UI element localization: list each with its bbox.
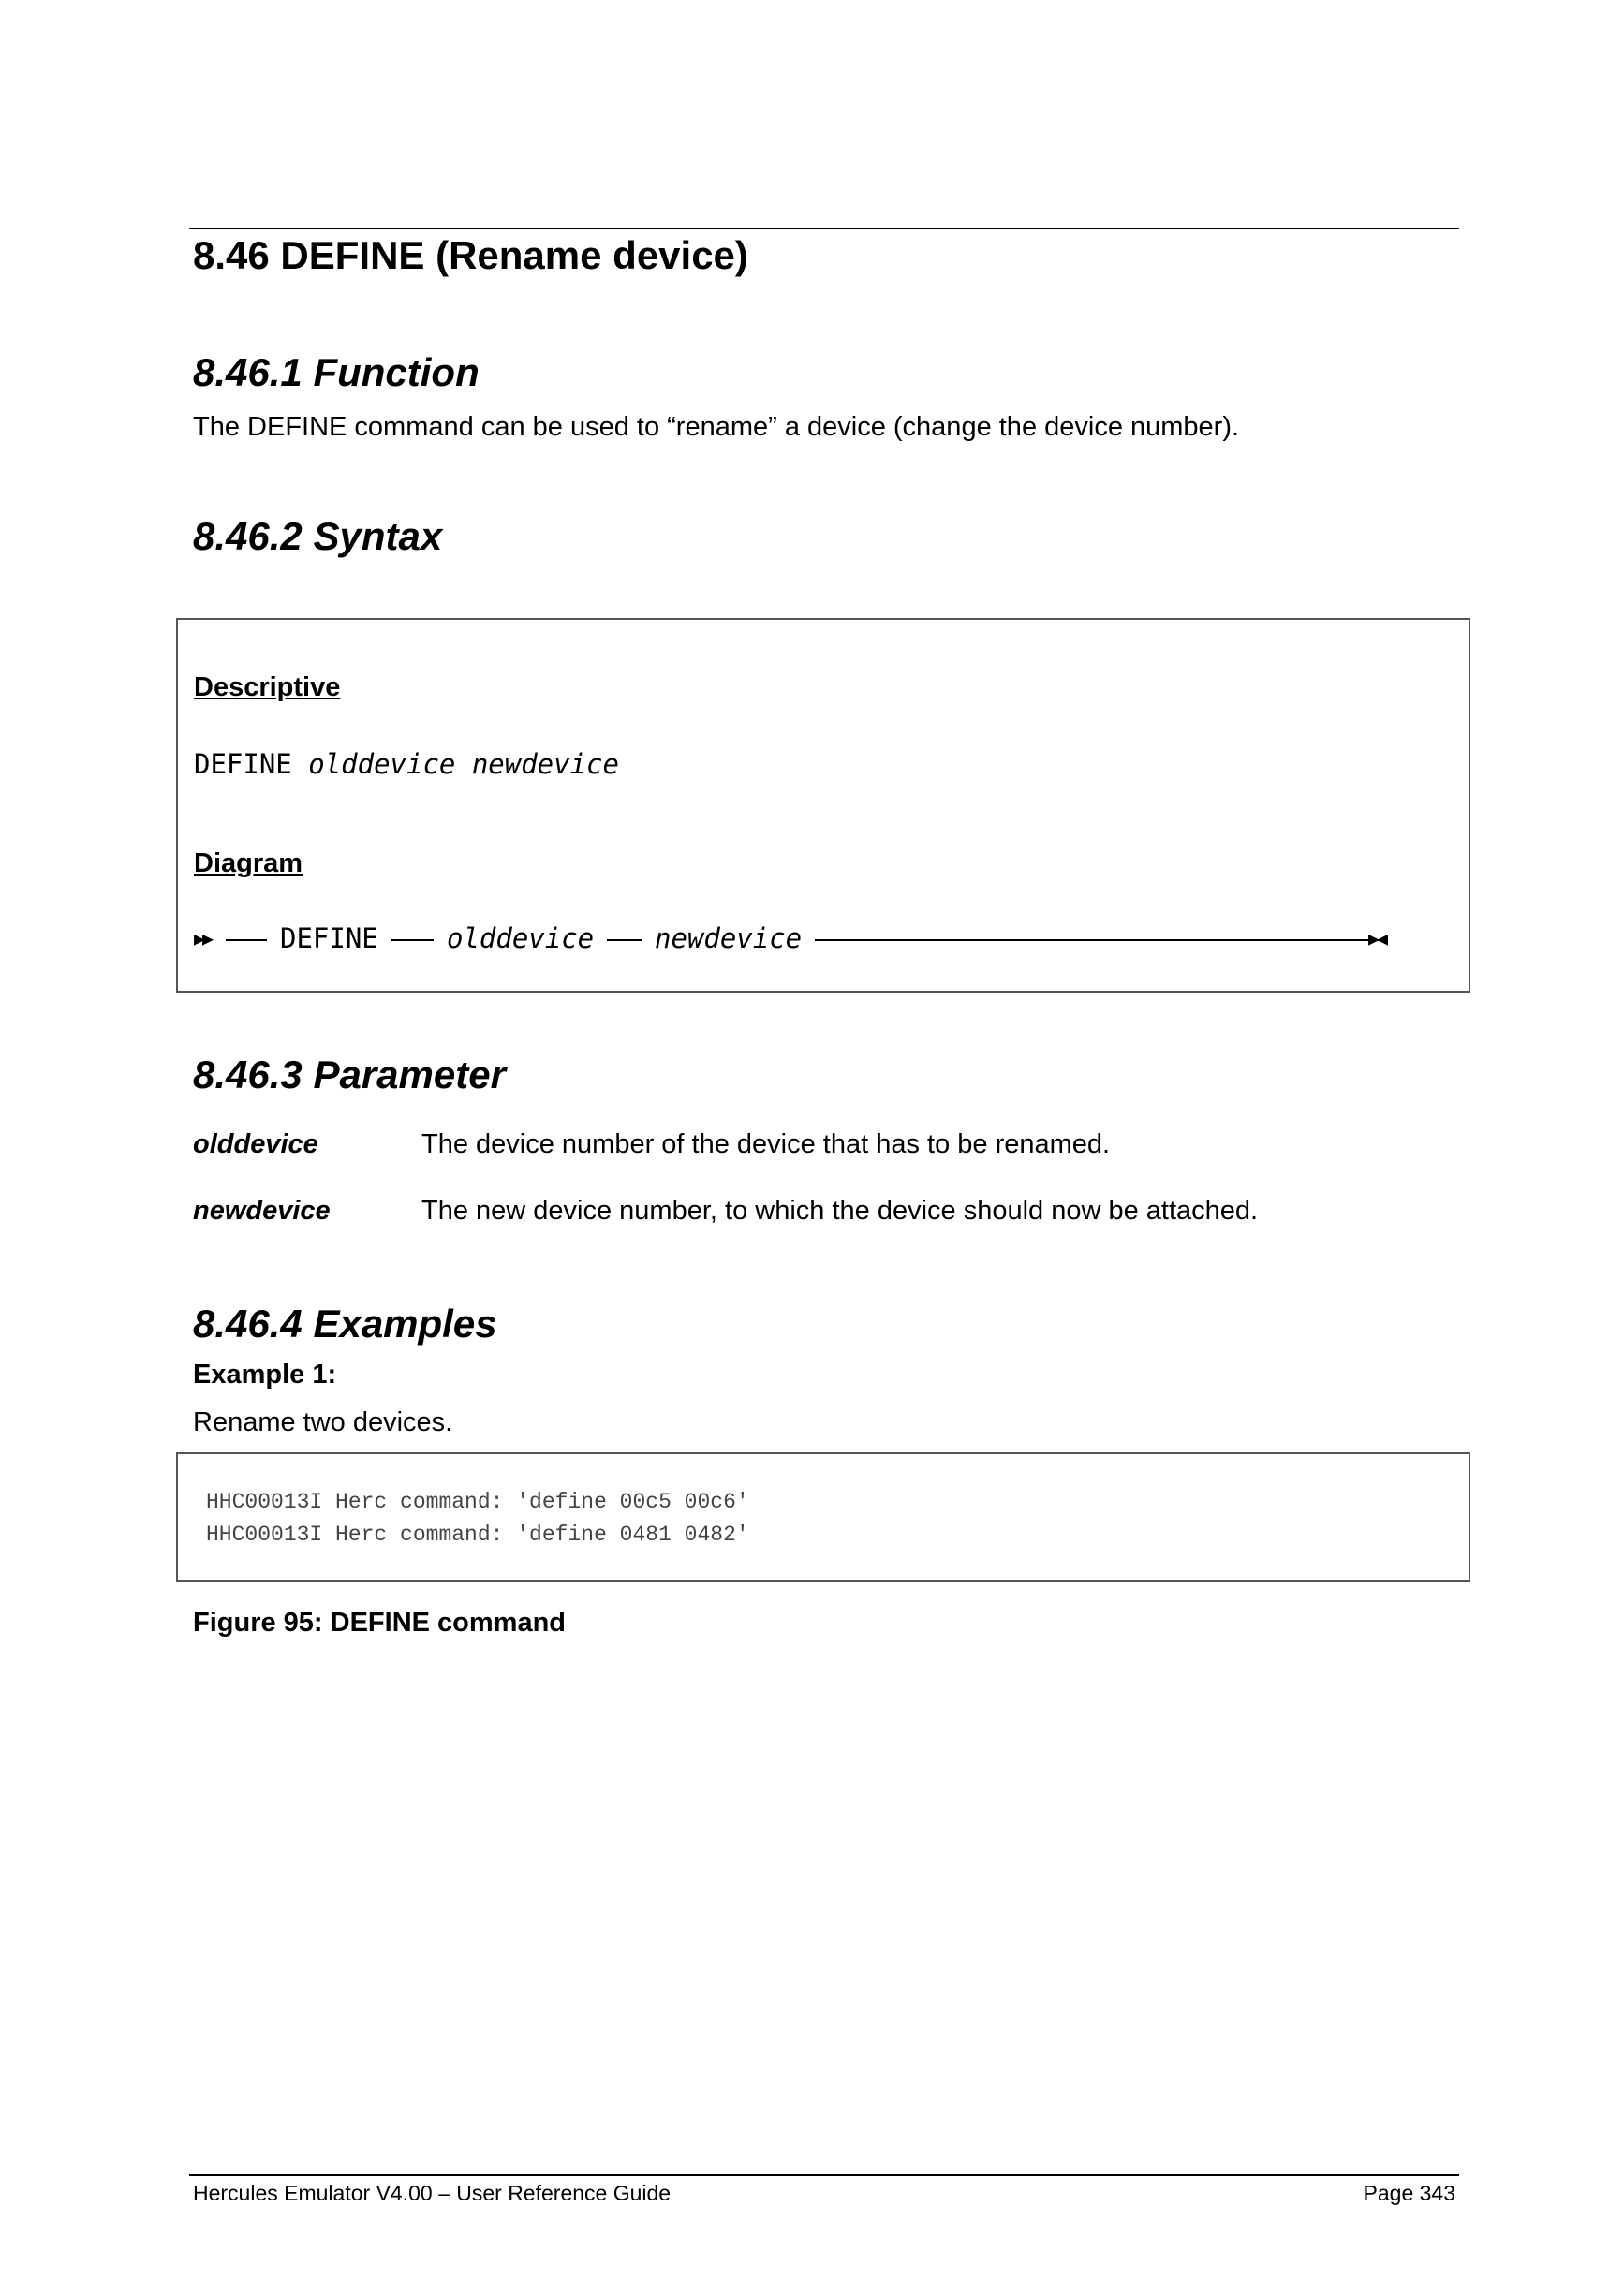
syntax-arg-olddevice: olddevice: [308, 748, 456, 780]
syntax-box: [176, 618, 1470, 993]
parameter-heading: 8.46.3 Parameter: [193, 1052, 506, 1096]
code-box: [176, 1452, 1470, 1582]
example1-label: Example 1:: [193, 1360, 337, 1390]
railroad-diagram: [194, 920, 1411, 957]
example1-text: Rename two devices.: [193, 1407, 453, 1437]
diagram-arg-newdevice: newdevice: [642, 920, 815, 957]
param-term-newdevice: newdevice: [193, 1196, 331, 1226]
diagram-command: DEFINE: [267, 920, 391, 957]
bottom-rule: [189, 2174, 1459, 2176]
descriptive-syntax: [194, 745, 619, 783]
code-line: HHC00013I Herc command: 'define 0481 0482': [206, 1523, 749, 1547]
param-desc-olddevice: The device number of the device that has to be renamed.: [421, 1129, 1111, 1159]
start-arrow-icon: ▶▶: [194, 927, 212, 949]
function-heading: 8.46.1 Function: [193, 350, 480, 394]
descriptive-label: Descriptive: [194, 672, 341, 702]
syntax-arg-newdevice: newdevice: [471, 748, 619, 780]
function-text: The DEFINE command can be used to “rename” a device (change the device number).: [193, 412, 1240, 442]
param-term-olddevice: olddevice: [193, 1129, 318, 1159]
diagram-label: Diagram: [194, 848, 303, 878]
syntax-heading: 8.46.2 Syntax: [193, 514, 443, 558]
diagram-arg-olddevice: olddevice: [434, 920, 607, 957]
section-title: 8.46 DEFINE (Rename device): [193, 233, 748, 277]
param-desc-newdevice: The new device number, to which the device should now be attached.: [421, 1196, 1259, 1226]
syntax-command: DEFINE: [194, 748, 292, 780]
end-arrow-icon: ▶◀: [1368, 927, 1386, 949]
page-number: Page 343: [1363, 2181, 1455, 2205]
footer-title: Hercules Emulator V4.00 – User Reference Guide: [193, 2181, 672, 2205]
code-line: HHC00013I Herc command: 'define 00c5 00c6': [206, 1490, 749, 1514]
figure-caption: Figure 95: DEFINE command: [193, 1608, 567, 1638]
examples-heading: 8.46.4 Examples: [193, 1302, 497, 1346]
